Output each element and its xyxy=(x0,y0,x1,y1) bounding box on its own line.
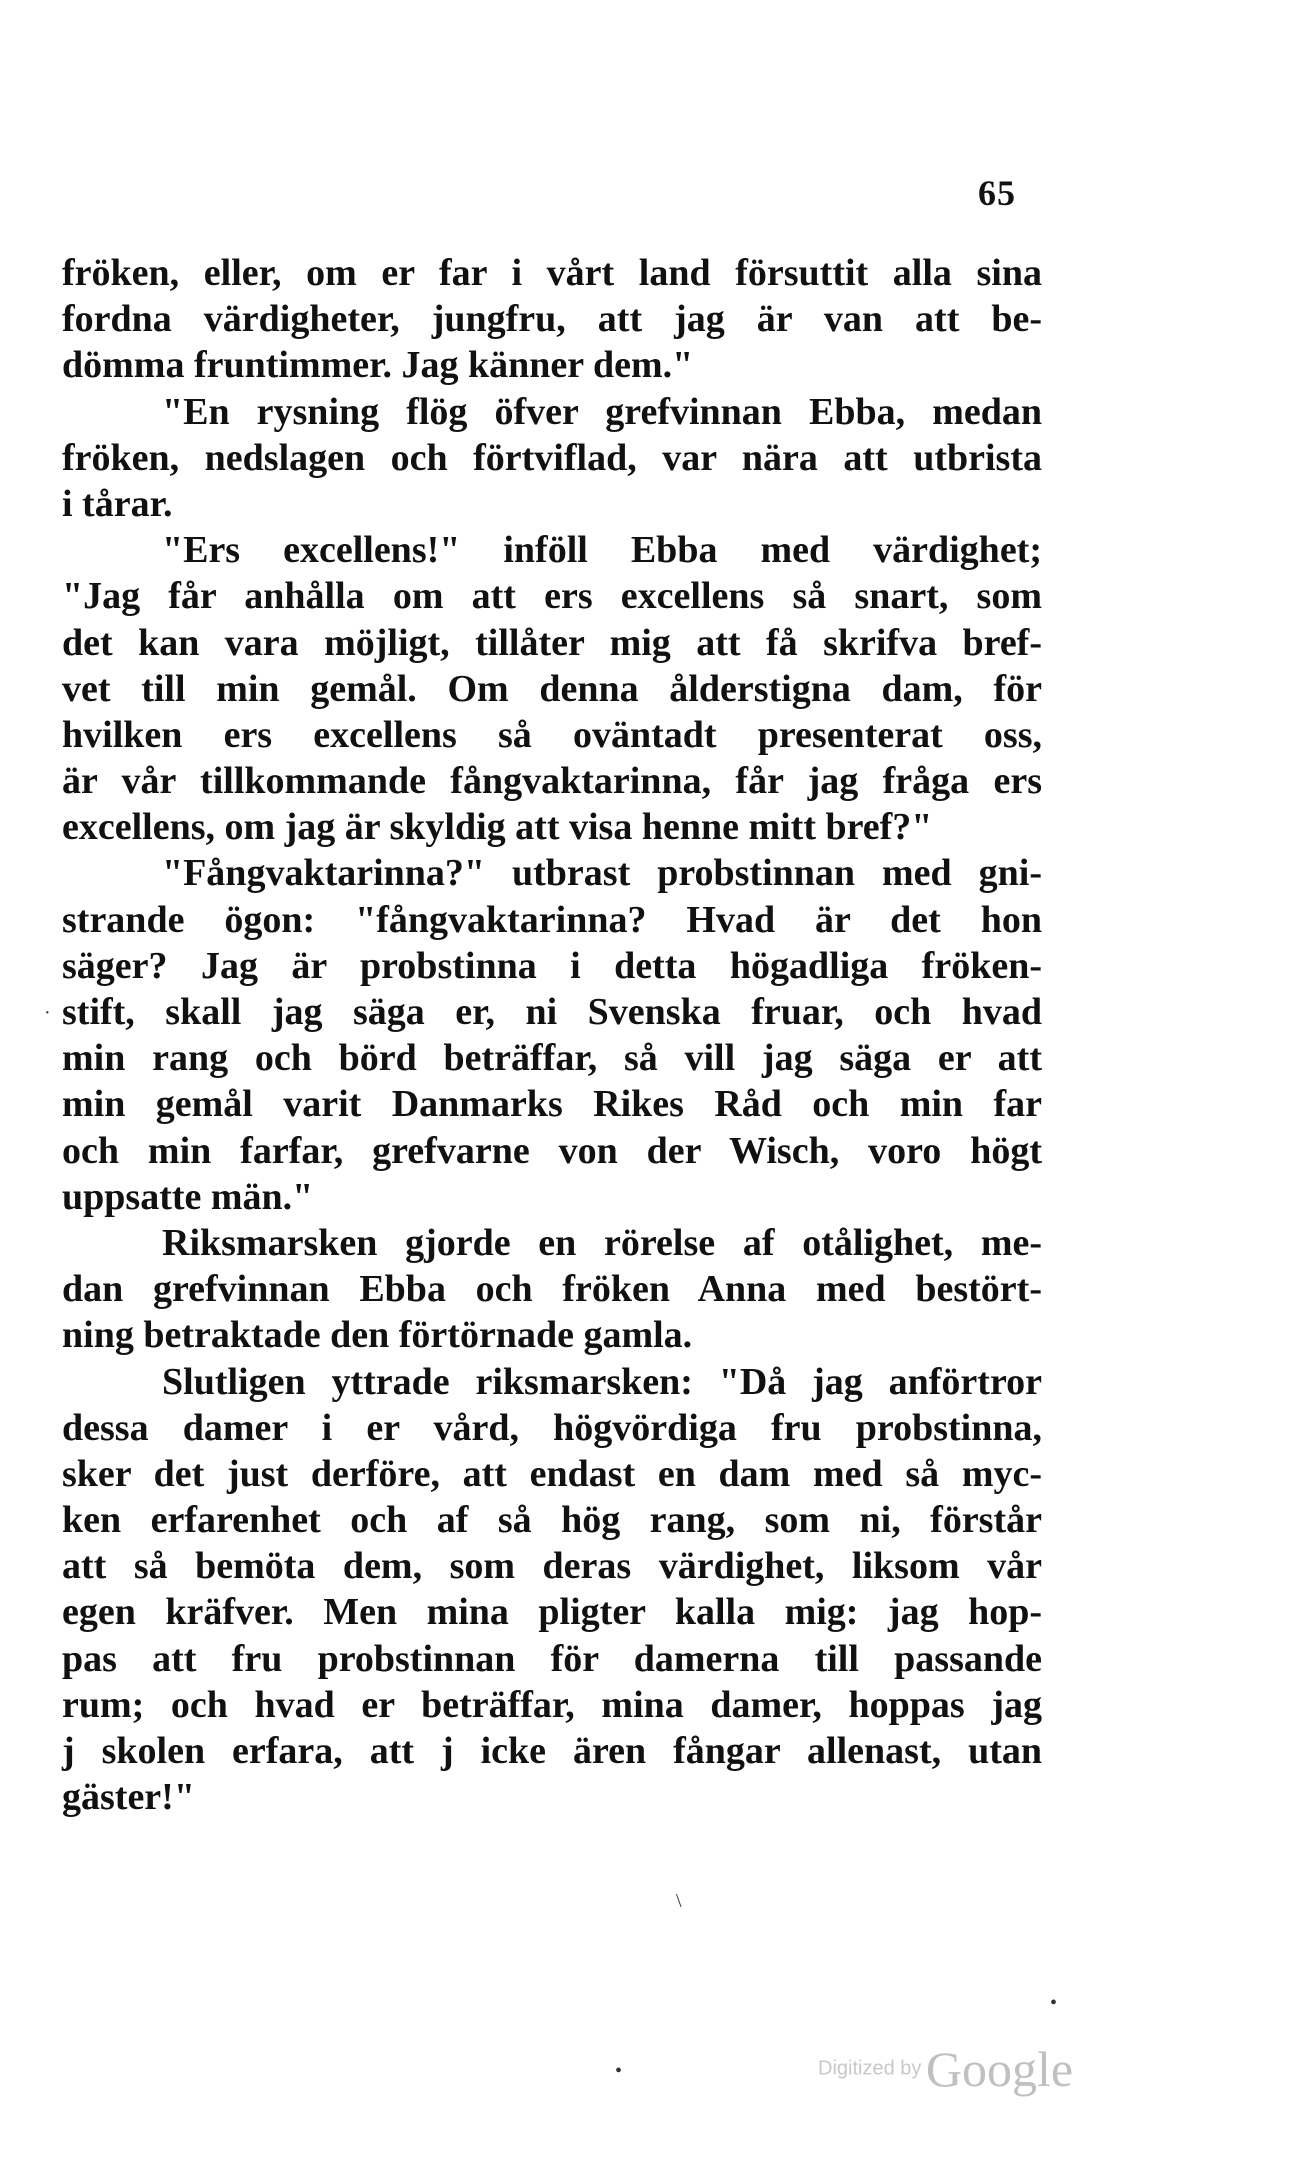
body-text xyxy=(62,250,1042,1820)
text-line: ning betraktade den förtörnade gamla. xyxy=(62,1314,693,1357)
text-line: Riksmarsken gjorde en rörelse af otålighet, me- xyxy=(162,1221,1042,1264)
text-line: fröken, eller, om er far i vårt land försuttit alla sina xyxy=(62,252,1042,294)
stray-mark-corner: • xyxy=(1050,1992,1058,2014)
stray-mark-dot: • xyxy=(615,2060,623,2082)
text-line: min gemål varit Danmarks Rikes Råd och min far xyxy=(62,1083,1042,1126)
text-line: j skolen erfara, att j icke ären fångar allenast, utan xyxy=(62,1730,1042,1772)
text-line: fordna värdigheter, jungfru, att jag är van att be- xyxy=(62,298,1042,341)
text-line: uppsatte män." xyxy=(62,1175,314,1218)
text-line: "Jag får anhålla om att ers excellens så snart, som xyxy=(62,575,1042,618)
text-line: min rang och börd beträffar, så vill jag säga er att xyxy=(62,1037,1042,1080)
stray-mark-margin: · xyxy=(44,1002,51,1024)
text-line: sker det just derföre, att endast en dam med så myc- xyxy=(62,1452,1042,1495)
text-line: ken erfarenhet och af så hög rang, som ni, förstår xyxy=(62,1499,1042,1542)
text-line: det kan vara möjligt, tillåter mig att få skrifva bref- xyxy=(62,621,1042,664)
digitized-watermark xyxy=(818,2040,1073,2098)
watermark-prefix: Digitized by xyxy=(818,2057,922,2080)
text-line: dömma fruntimmer. Jag känner dem." xyxy=(62,344,694,387)
watermark-brand: Google xyxy=(925,2041,1074,2097)
text-line: i tårar. xyxy=(62,482,173,525)
text-line: Slutligen yttrade riksmarsken: "Då jag anförtror xyxy=(162,1360,1042,1403)
text-line: dessa damer i er vård, högvördiga fru probstinna, xyxy=(62,1406,1042,1449)
text-line: rum; och hvad er beträffar, mina damer, hoppas jag xyxy=(62,1683,1042,1726)
text-line: och min farfar, grefvarne von der Wisch, voro högt xyxy=(62,1129,1042,1172)
page-number: 65 xyxy=(978,173,1016,213)
text-line: är vår tillkommande fångvaktarinna, får jag fråga ers xyxy=(62,760,1042,803)
text-line: egen kräfver. Men mina pligter kalla mig: jag hop- xyxy=(62,1591,1042,1634)
text-line: "Fångvaktarinna?" utbrast probstinnan med gni- xyxy=(162,852,1042,895)
text-line: hvilken ers excellens så oväntadt presenterat oss, xyxy=(62,713,1042,756)
stray-mark-bottom: \ xyxy=(676,1890,682,1912)
text-line: säger? Jag är probstinna i detta högadliga fröken- xyxy=(62,944,1042,987)
text-line: "En rysning flög öfver grefvinnan Ebba, medan xyxy=(162,390,1042,433)
text-line: vet till min gemål. Om denna ålderstigna dam, för xyxy=(62,667,1042,710)
text-line: gäster!" xyxy=(62,1776,195,1819)
text-line: stift, skall jag säga er, ni Svenska fruar, och hvad xyxy=(62,991,1042,1033)
text-line: excellens, om jag är skyldig att visa henne mitt bref?" xyxy=(62,806,933,849)
text-line: att så bemöta dem, som deras värdighet, liksom vår xyxy=(62,1545,1042,1588)
text-line: "Ers excellens!" inföll Ebba med värdighet; xyxy=(162,529,1042,572)
text-line: strande ögon: "fångvaktarinna? Hvad är det hon xyxy=(62,898,1042,941)
text-line: pas att fru probstinnan för damerna till passande xyxy=(62,1637,1042,1680)
text-line: dan grefvinnan Ebba och fröken Anna med bestört- xyxy=(62,1268,1042,1311)
text-line: fröken, nedslagen och förtviflad, var nära att utbrista xyxy=(62,436,1042,479)
